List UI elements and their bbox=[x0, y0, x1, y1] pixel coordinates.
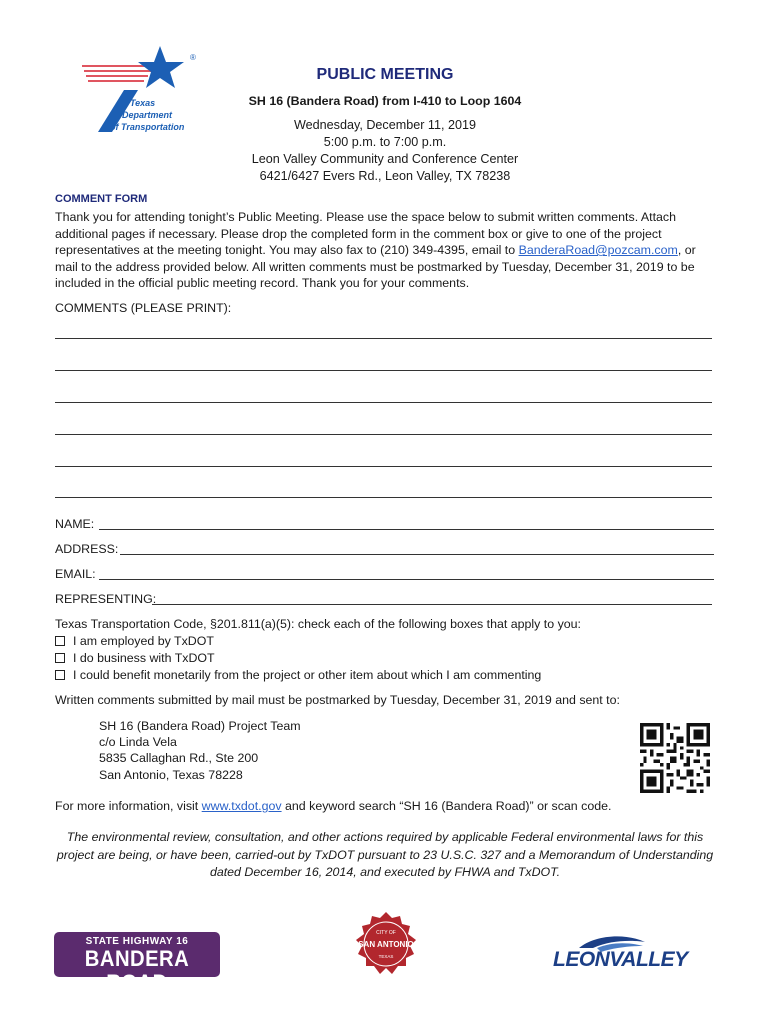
checkbox-label: I could benefit monetarily from the project or other item about which I am commenting bbox=[73, 668, 542, 682]
comment-line[interactable] bbox=[55, 338, 712, 339]
txdot-link[interactable]: www.txdot.gov bbox=[201, 799, 282, 813]
checkbox[interactable] bbox=[55, 636, 65, 646]
tx-code-text: Texas Transportation Code, §201.811(a)(5): check each of the following boxes that apply to you: bbox=[55, 617, 581, 631]
checkbox-row bbox=[55, 668, 541, 682]
logo-text-line2: Department bbox=[122, 110, 173, 120]
mail-address-line: 5835 Callaghan Rd., Ste 200 bbox=[99, 751, 259, 766]
san-antonio-seal-icon bbox=[352, 910, 420, 978]
mail-address bbox=[99, 718, 301, 783]
mail-address-line: SH 16 (Bandera Road) Project Team bbox=[99, 719, 301, 733]
name-field[interactable] bbox=[99, 529, 714, 530]
intro-paragraph bbox=[55, 209, 720, 292]
logo-text-line3: of Transportation bbox=[110, 122, 185, 132]
more-info bbox=[55, 799, 611, 813]
comment-line[interactable] bbox=[55, 434, 712, 435]
page-subtitle: SH 16 (Bandera Road) from I-410 to Loop 1604 bbox=[248, 94, 522, 108]
checkbox[interactable] bbox=[55, 653, 65, 663]
star-icon bbox=[138, 46, 184, 88]
txdot-logo bbox=[78, 44, 204, 136]
section-label: COMMENT FORM bbox=[55, 193, 148, 205]
meeting-time: 5:00 p.m. to 7:00 p.m. bbox=[323, 135, 447, 149]
representing-label: REPRESENTING: bbox=[55, 592, 157, 606]
meeting-date: Wednesday, December 11, 2019 bbox=[293, 118, 477, 132]
page-title: PUBLIC MEETING bbox=[316, 66, 454, 83]
badge-top-text: STATE HIGHWAY 16 bbox=[85, 936, 189, 947]
mail-address-line: San Antonio, Texas 78228 bbox=[99, 767, 243, 782]
qr-code-icon[interactable] bbox=[640, 723, 710, 793]
info-text-2: and keyword search “SH 16 (Bandera Road)” or scan code. bbox=[281, 799, 612, 813]
mail-address-line: c/o Linda Vela bbox=[99, 735, 177, 750]
leon-valley-logo-text: LEONVALLEY bbox=[553, 948, 688, 971]
email-link[interactable]: BanderaRoad@pozcam.com bbox=[518, 243, 678, 258]
checkbox-label: I am employed by TxDOT bbox=[73, 634, 214, 648]
address-field[interactable] bbox=[120, 554, 714, 555]
checkbox-label: I do business with TxDOT bbox=[73, 651, 215, 665]
bandera-road-badge bbox=[54, 932, 220, 995]
seal-main-text: SAN ANTONIO bbox=[358, 940, 414, 949]
email-field[interactable] bbox=[99, 579, 714, 580]
comment-line[interactable] bbox=[55, 370, 712, 371]
checkbox-row bbox=[55, 634, 214, 648]
flag-stripes bbox=[82, 66, 152, 81]
seal-top-text: CITY OF bbox=[376, 930, 396, 936]
badge-main-text: BANDERA ROAD bbox=[84, 946, 190, 995]
email-label: EMAIL: bbox=[55, 567, 96, 581]
meeting-venue: Leon Valley Community and Conference Center bbox=[251, 152, 519, 166]
intro-text-1: Thank you for attending tonight’s Public Meeting. Please use the space below to submit written comments. Attach additional pages if necessary. Please drop the completed form in the comment box or give to one of the project representatives at the meeting tonight. You may also fax to (210) 349-4395, email to bbox=[55, 210, 677, 258]
comment-line[interactable] bbox=[55, 466, 712, 467]
registered-mark: ® bbox=[190, 53, 196, 62]
meeting-address: 6421/6427 Evers Rd., Leon Valley, TX 78238 bbox=[259, 169, 511, 183]
logo-text-line1: Texas bbox=[130, 98, 156, 108]
info-text-1: For more information, visit bbox=[55, 799, 202, 813]
representing-field[interactable] bbox=[152, 604, 712, 605]
intro-text-2: , or mail to the address provided below. All written comments must be postmarked by Tuesday, December 31, 2019 to be included in the official public meeting record. Thank you for your comments. bbox=[55, 243, 696, 291]
environmental-disclaimer: The environmental review, consultation, and other actions required by applicable Federal environmental laws for this project are being, or have been, carried-out by TxDOT pursuant to 23 U.S.C. 327 and a Memorandum of Understanding dated December 16, 2014, and executed by FHWA and TxDOT. bbox=[56, 830, 714, 879]
address-label: ADDRESS: bbox=[55, 542, 119, 556]
name-label: NAME: bbox=[55, 517, 95, 531]
seal-bottom-text: TEXAS bbox=[378, 954, 394, 959]
comments-label: COMMENTS (PLEASE PRINT): bbox=[55, 301, 232, 315]
comment-line[interactable] bbox=[55, 497, 712, 498]
comment-line[interactable] bbox=[55, 402, 712, 403]
checkbox[interactable] bbox=[55, 670, 65, 680]
mail-note: Written comments submitted by mail must be postmarked by Tuesday, December 31, 2019 and sent to: bbox=[55, 693, 620, 707]
checkbox-row bbox=[55, 651, 215, 665]
